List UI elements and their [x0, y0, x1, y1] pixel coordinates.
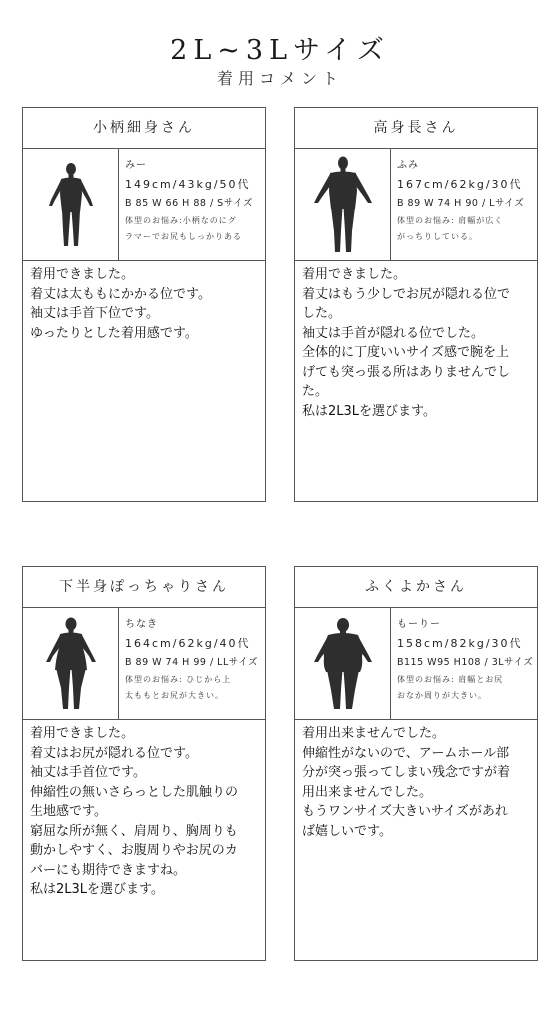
body-concern-line: 体型のお悩み: 肩幅が広く — [397, 216, 504, 225]
comment-line: 伸縮性がないので、アームホール部 — [302, 745, 510, 761]
page-subtitle: 着用コメント — [216, 69, 343, 88]
body-concern-line: ラマーでお尻もしっかりある — [125, 232, 242, 241]
comment-line: 着丈はお尻が隠れる位です。 — [30, 745, 198, 761]
comment-line: 私は2L3Lを選びます。 — [30, 882, 164, 897]
body-concern-line: 体型のお悩み: ひじから上 — [125, 675, 232, 684]
comment-body — [23, 261, 265, 343]
profile-info — [119, 608, 265, 719]
profile-row — [295, 149, 537, 261]
wearer-name: ふみ — [397, 160, 419, 171]
body-concern-line: 太ももとお尻が大きい。 — [125, 691, 224, 700]
comment-body — [23, 720, 265, 900]
profile-info — [119, 149, 265, 260]
card-heading: 小柄細身さん — [23, 108, 265, 149]
wearer-name: もーりー — [397, 619, 441, 630]
review-card-pear — [22, 566, 266, 961]
comment-line: 着丈は太ももにかかる位です。 — [30, 286, 211, 302]
figure-cell — [23, 608, 119, 719]
wearer-measurements: B 89 W 74 H 99 / LLサイズ — [125, 657, 258, 668]
pear-shape-person-icon — [41, 616, 101, 712]
comment-line: 袖丈は手首位です。 — [30, 765, 146, 780]
comment-line: もうワンサイズ大きいサイズがあれ — [302, 804, 508, 819]
card-heading: 高身長さん — [295, 108, 537, 149]
comment-line: 窮屈な所が無く、肩周り、胸周りも — [30, 823, 238, 839]
comment-line: 分が突っ張ってしまい残念ですが着 — [302, 765, 511, 780]
page-title: 2L~3Lサイズ — [170, 35, 390, 66]
comment-line: 袖丈は手首が隠れる位でした。 — [302, 325, 485, 341]
body-concern-line: 体型のお悩み: 肩幅とお尻 — [397, 675, 504, 684]
review-card-tall — [294, 107, 538, 502]
comment-line: バーにも期待できますね。 — [30, 862, 187, 878]
comment-line: 着用できました。 — [302, 267, 407, 282]
comment-line: 着丈はもう少しでお尻が隠れる位で — [302, 286, 511, 302]
wearer-measurements: B 89 W 74 H 90 / Lサイズ — [397, 198, 525, 209]
figure-cell — [295, 608, 391, 719]
tall-person-icon — [309, 155, 377, 255]
wearer-name: みー — [125, 160, 147, 171]
comment-line: 私は2L3Lを選びます。 — [302, 403, 436, 419]
comment-line: 着用できました。 — [30, 726, 135, 741]
comment-line: 用出来ませんでした。 — [302, 784, 433, 800]
slim-person-icon — [41, 160, 101, 250]
comment-line: した。 — [302, 306, 342, 321]
wearer-name: ちなき — [125, 619, 158, 630]
plus-size-person-icon — [310, 616, 376, 712]
comment-line: ば嬉しいです。 — [302, 823, 392, 839]
comment-line: げても突っ張る所はありませんでし — [302, 364, 511, 380]
comment-line: 着用出来ませんでした。 — [302, 726, 446, 741]
comment-line: 全体的に丁度いいサイズ感で腕を上 — [302, 345, 509, 360]
wearer-measurements: B 85 W 66 H 88 / Sサイズ — [125, 198, 253, 209]
profile-row — [23, 608, 265, 720]
profile-info — [391, 149, 537, 260]
comment-line: た。 — [302, 384, 329, 399]
wearer-stats: 149cm/43kg/50代 — [125, 178, 251, 191]
body-concern-line: がっちりしている。 — [397, 232, 478, 241]
wearer-stats: 158cm/82kg/30代 — [397, 637, 523, 650]
card-heading: 下半身ぽっちゃりさん — [23, 567, 265, 608]
review-card-petite — [22, 107, 266, 502]
review-card-plus-size — [294, 566, 538, 961]
figure-cell — [295, 149, 391, 260]
profile-info — [391, 608, 537, 719]
comment-body — [295, 261, 537, 421]
comment-line: ゆったりとした着用感です。 — [30, 325, 198, 341]
comment-line: 動かしやすく、お腹周りやお尻のカ — [30, 843, 238, 858]
body-concern-line: おなか周りが大きい。 — [397, 691, 487, 700]
profile-row — [295, 608, 537, 720]
comment-line: 生地感です。 — [30, 804, 107, 819]
comment-line: 伸縮性の無いさらっとした肌触りの — [30, 784, 239, 800]
comment-line: 着用できました。 — [30, 267, 135, 282]
figure-cell — [23, 149, 119, 260]
card-heading: ふくよかさん — [295, 567, 537, 608]
profile-row — [23, 149, 265, 261]
wearer-measurements: B115 W95 H108 / 3Lサイズ — [397, 657, 534, 668]
wearer-stats: 167cm/62kg/30代 — [397, 178, 523, 191]
comment-line: 袖丈は手首下位です。 — [30, 306, 159, 321]
wearer-stats: 164cm/62kg/40代 — [125, 637, 251, 650]
body-concern-line: 体型のお悩み:小柄なのにグ — [125, 216, 237, 225]
comment-body — [295, 720, 537, 841]
